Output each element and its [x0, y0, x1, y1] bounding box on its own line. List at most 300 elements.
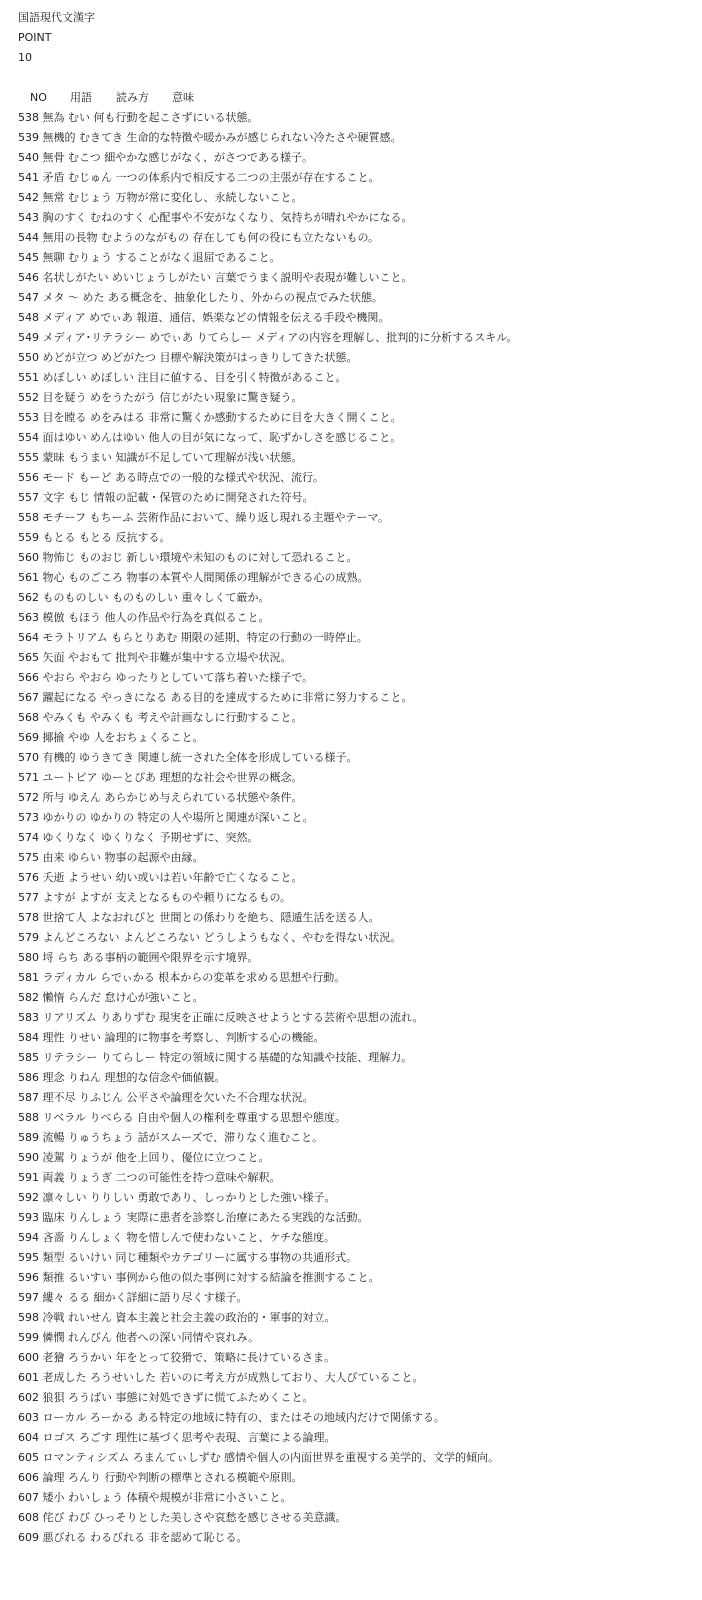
list-item	[18, 928, 694, 948]
entry-meaning: 論理的に物事を考察し、判断する心の機能。	[104, 1031, 325, 1044]
entry-number: 569	[18, 731, 39, 744]
entry-number: 580	[18, 951, 39, 964]
entry-meaning: 特定の人や場所と関連が深いこと。	[137, 811, 314, 824]
list-item	[18, 1068, 694, 1088]
entry-number: 547	[18, 291, 39, 304]
entry-term: 矮小	[42, 1491, 65, 1504]
list-item	[18, 1388, 694, 1408]
entry-term: 由来	[42, 851, 65, 864]
entry-term: 面はゆい	[42, 431, 87, 444]
entry-term: ラディカル	[42, 971, 97, 984]
list-item	[18, 348, 694, 368]
entry-number: 596	[18, 1271, 39, 1284]
entry-reading: よなおれびと	[90, 911, 156, 924]
entry-meaning: 怠け心が強いこと。	[104, 991, 204, 1004]
entry-term: 無骨	[42, 151, 65, 164]
entry-reading: れいせん	[68, 1311, 112, 1324]
list-item	[18, 608, 694, 628]
entry-reading: ろうせいした	[90, 1371, 156, 1384]
entry-reading: めぼしい	[90, 371, 134, 384]
entry-term: メディア･リテラシー	[42, 331, 146, 344]
entry-number: 600	[18, 1351, 39, 1364]
entry-meaning: 他人の作品や行為を真似ること。	[104, 611, 270, 624]
entry-reading: るる	[68, 1291, 90, 1304]
list-item	[18, 1468, 694, 1488]
entry-meaning: 物事の本質や人間関係の理解ができる心の成熟。	[126, 571, 369, 584]
entry-number: 554	[18, 431, 39, 444]
entry-term: リテラシー	[42, 1051, 98, 1064]
entry-meaning: 新しい環境や未知のものに対して恐れること。	[126, 551, 358, 564]
entry-number: 565	[18, 651, 39, 664]
entry-term: 論理	[42, 1471, 65, 1484]
entry-reading: るいけい	[68, 1251, 112, 1264]
entry-number: 609	[18, 1531, 39, 1544]
spacer	[18, 68, 694, 88]
entry-number: 589	[18, 1131, 39, 1144]
entry-number: 542	[18, 191, 39, 204]
entry-reading: ゆかりの	[90, 811, 134, 824]
entry-reading: わいしょう	[68, 1491, 123, 1504]
entry-reading: りありずむ	[100, 1011, 156, 1024]
list-item	[18, 788, 694, 808]
entry-meaning: 関連し統一された全体を形成している様子。	[137, 751, 358, 764]
entry-reading: めをうたがう	[90, 391, 156, 404]
entry-term: 理不尽	[42, 1091, 76, 1104]
entry-reading: ゆくりなく	[101, 831, 156, 844]
entry-reading: りねん	[68, 1071, 101, 1084]
entry-term: 両義	[42, 1171, 65, 1184]
entry-reading: らでぃかる	[100, 971, 155, 984]
entry-meaning: ひっそりとした美しさや哀愁を感じさせる美意識。	[93, 1511, 347, 1524]
entry-number: 581	[18, 971, 39, 984]
list-item	[18, 388, 694, 408]
entry-term: 文字	[42, 491, 65, 504]
list-item	[18, 648, 694, 668]
entry-term: 無機的	[42, 131, 76, 144]
entry-reading: むじゅん	[68, 171, 112, 184]
entry-number: 591	[18, 1171, 39, 1184]
entry-reading: もらとりあむ	[111, 631, 178, 644]
column-header-term: 用語	[70, 91, 92, 104]
list-item	[18, 768, 694, 788]
list-item	[18, 1268, 694, 1288]
list-item	[18, 848, 694, 868]
entry-term: やおら	[42, 671, 76, 684]
entry-meaning: ある目的を達成するために非常に努力すること。	[170, 691, 413, 704]
entry-reading: りりしい	[90, 1191, 134, 1204]
entry-term: ゆくりなく	[42, 831, 98, 844]
entry-number: 555	[18, 451, 39, 464]
entry-number: 603	[18, 1411, 39, 1424]
entry-meaning: 期限の延期、特定の行動の一時停止。	[180, 631, 368, 644]
entry-term: 類推	[42, 1271, 65, 1284]
entry-term: ロマンティシズム	[42, 1451, 130, 1464]
entry-term: モラトリアム	[42, 631, 108, 644]
entry-meaning: 若いのに考え方が成熟しており、大人びていること。	[159, 1371, 424, 1384]
entry-reading: めでぃあ	[89, 311, 133, 324]
entry-term: 狼狽	[42, 1391, 65, 1404]
entry-number: 573	[18, 811, 39, 824]
entry-term: 夭逝	[42, 871, 65, 884]
entry-meaning: 一つの体系内で相反する二つの主張が存在すること。	[115, 171, 380, 184]
entry-reading: もじ	[68, 491, 90, 504]
list-item	[18, 488, 694, 508]
entry-term: 揶揄	[42, 731, 65, 744]
entry-reading: ろごす	[79, 1431, 112, 1444]
entry-reading: やおら	[79, 671, 112, 684]
entry-number: 587	[18, 1091, 39, 1104]
entry-number: 557	[18, 491, 39, 504]
entry-reading: りせい	[68, 1031, 101, 1044]
entry-number: 607	[18, 1491, 39, 1504]
entry-reading: ろうばい	[68, 1391, 112, 1404]
entry-number: 548	[18, 311, 39, 324]
entry-number: 553	[18, 411, 39, 424]
entry-number: 586	[18, 1071, 39, 1084]
entry-number: 575	[18, 851, 39, 864]
entry-number: 590	[18, 1151, 39, 1164]
entry-meaning: どうしようもなく、やむを得ない状況。	[203, 931, 402, 944]
entry-meaning: 話がスムーズで、滞りなく進むこと。	[137, 1131, 324, 1144]
entry-number: 544	[18, 231, 39, 244]
list-item	[18, 408, 694, 428]
list-item	[18, 1288, 694, 1308]
entry-meaning: 年をとって狡猾で、策略に長けているさま。	[115, 1351, 336, 1364]
entry-reading: めどがたつ	[101, 351, 156, 364]
entry-term: ものものしい	[42, 591, 109, 604]
list-item	[18, 1188, 694, 1208]
entry-number: 606	[18, 1471, 39, 1484]
list-item	[18, 1368, 694, 1388]
entry-number: 602	[18, 1391, 39, 1404]
entry-term: もとる	[42, 531, 76, 544]
entry-reading: りょうが	[68, 1151, 112, 1164]
entry-term: 無為	[42, 111, 65, 124]
entry-number: 582	[18, 991, 39, 1004]
entry-term: やみくも	[42, 711, 87, 724]
list-item	[18, 668, 694, 688]
list-item	[18, 528, 694, 548]
entry-reading: もうまい	[68, 451, 112, 464]
list-item	[18, 1048, 694, 1068]
list-item	[18, 1128, 694, 1148]
entry-meaning: 重々しくて厳か。	[181, 591, 270, 604]
entry-number: 546	[18, 271, 39, 284]
entry-number: 552	[18, 391, 39, 404]
column-header-reading: 読み方	[116, 91, 149, 104]
point-number: 10	[18, 51, 32, 64]
entry-number: 538	[18, 111, 39, 124]
entry-number: 549	[18, 331, 39, 344]
entry-term: 憐憫	[42, 1331, 65, 1344]
list-item	[18, 1168, 694, 1188]
entry-number: 545	[18, 251, 39, 264]
entry-reading: ゆえん	[68, 791, 101, 804]
entry-number: 556	[18, 471, 39, 484]
entry-meaning: 非常に驚くか感動するために目を大きく開くこと。	[148, 411, 402, 424]
entry-term: 悪びれる	[42, 1531, 87, 1544]
list-item	[18, 748, 694, 768]
entry-term: めぼしい	[42, 371, 87, 384]
entry-term: 無常	[42, 191, 65, 204]
entry-meaning: 行動や判断の標準とされる模範や原則。	[104, 1471, 303, 1484]
list-item	[18, 1088, 694, 1108]
list-item	[18, 1528, 694, 1548]
entry-meaning: 同じ種類やカテゴリーに属する事物の共通形式。	[115, 1251, 358, 1264]
entry-number: 594	[18, 1231, 39, 1244]
list-item	[18, 468, 694, 488]
entry-reading: ゆらい	[68, 851, 101, 864]
entry-number: 572	[18, 791, 39, 804]
list-item	[18, 1228, 694, 1248]
entry-reading: めいじょうしがたい	[112, 271, 211, 284]
list-item	[18, 208, 694, 228]
entry-reading: むようのながもの	[101, 231, 189, 244]
entry-meaning: 生命的な特徴や暖かみが感じられない冷たさや硬質感。	[126, 131, 402, 144]
entry-meaning: 根本からの変革を求める思想や行動。	[158, 971, 346, 984]
document-title: 国語現代文漢字	[18, 11, 95, 24]
entry-reading: ろーかる	[89, 1411, 134, 1424]
entry-term: 冷戦	[42, 1311, 65, 1324]
list-item	[18, 368, 694, 388]
entry-number: 539	[18, 131, 39, 144]
entry-reading: わび	[68, 1511, 90, 1524]
entry-meaning: 非を認めて恥じる。	[148, 1531, 248, 1544]
entry-reading: めをみはる	[90, 411, 145, 424]
entry-number: 551	[18, 371, 39, 384]
entry-number: 583	[18, 1011, 39, 1024]
entry-reading: ろんり	[68, 1471, 101, 1484]
entry-number: 601	[18, 1371, 39, 1384]
entry-term: 無聊	[42, 251, 65, 264]
entry-meaning: 予期せずに、突然。	[159, 831, 259, 844]
entry-term: メディア	[42, 311, 86, 324]
entry-term: 胸のすく	[42, 211, 87, 224]
list-item	[18, 228, 694, 248]
entry-reading: めた	[82, 291, 105, 304]
entry-number: 560	[18, 551, 39, 564]
entry-term: よすが	[42, 891, 76, 904]
entry-reading: むりょう	[68, 251, 112, 264]
entry-term: 蒙昧	[42, 451, 65, 464]
entry-term: ローカル	[42, 1411, 87, 1424]
entry-number: 558	[18, 511, 39, 524]
entry-term: 老獪	[42, 1351, 65, 1364]
entry-reading: やみくも	[90, 711, 134, 724]
entry-term: 無用の長物	[42, 231, 98, 244]
entry-meaning: 心配事や不安がなくなり、気持ちが晴れやかになる。	[148, 211, 413, 224]
entry-term: ゆかりの	[42, 811, 87, 824]
list-item	[18, 1248, 694, 1268]
entry-reading: もとる	[79, 531, 112, 544]
entry-reading: むこつ	[68, 151, 101, 164]
entry-term: 老成した	[42, 1371, 87, 1384]
entry-meaning: 物を惜しんで使わないこと、ケチな態度。	[126, 1231, 336, 1244]
entry-meaning: 公平さや論理を欠いた不合理な状況。	[126, 1091, 314, 1104]
entry-meaning: 何も行動を起こさずにいる状態。	[93, 111, 259, 124]
list-item	[18, 268, 694, 288]
entry-number: 579	[18, 931, 39, 944]
entry-meaning: 知識が不足していて理解が浅い状態。	[115, 451, 303, 464]
entry-number: 577	[18, 891, 39, 904]
list-item	[18, 1408, 694, 1428]
column-header-no: NO	[30, 91, 47, 104]
entry-meaning: 万物が常に変化し、永続しないこと。	[115, 191, 303, 204]
entry-number: 578	[18, 911, 39, 924]
entry-term: 理念	[42, 1071, 65, 1084]
list-item	[18, 448, 694, 468]
list-item	[18, 188, 694, 208]
entry-term: 躍起になる	[42, 691, 98, 704]
entry-meaning: 感情や個人の内面世界を重視する美学的、文学的傾向。	[224, 1451, 500, 1464]
entry-reading: やゆ	[68, 731, 90, 744]
entry-meaning: 支えとなるものや頼りになるもの。	[115, 891, 292, 904]
entry-number: 593	[18, 1211, 39, 1224]
entry-reading: りんしょく	[68, 1231, 123, 1244]
entry-reading: ものおじ	[79, 551, 123, 564]
entry-reading: ゆうきてき	[79, 751, 134, 764]
entry-meaning: 理性に基づく思考や表現、言葉による論理。	[115, 1431, 336, 1444]
entry-reading: よすが	[79, 891, 112, 904]
entry-meaning: 世間との係わりを絶ち、隠遁生活を送る人。	[159, 911, 380, 924]
entry-number: 564	[18, 631, 39, 644]
entry-number: 568	[18, 711, 39, 724]
entry-term: 縷々	[42, 1291, 65, 1304]
entry-meaning: ある特定の地域に特有の、またはその地域内だけで関係する。	[137, 1411, 445, 1424]
entry-reading: ろうかい	[68, 1351, 112, 1364]
entry-number: 574	[18, 831, 39, 844]
entry-term: 名状しがたい	[42, 271, 109, 284]
entry-term: 侘び	[42, 1511, 65, 1524]
entry-term: 矢面	[42, 651, 65, 664]
entry-meaning: 情報の記載・保管のために開発された符号。	[93, 491, 314, 504]
list-item	[18, 248, 694, 268]
entry-term: モチーフ	[42, 511, 86, 524]
entry-meaning: 反抗する。	[115, 531, 171, 544]
entry-number: 543	[18, 211, 39, 224]
list-item	[18, 288, 694, 308]
list-item	[18, 688, 694, 708]
entry-term: よんどころない	[42, 931, 120, 944]
entry-reading: りべらる	[89, 1111, 134, 1124]
entry-meaning: 他を上回り、優位に立つこと。	[115, 1151, 270, 1164]
list-item	[18, 1028, 694, 1048]
entry-meaning: 理想的な社会や世界の概念。	[159, 771, 303, 784]
list-item	[18, 1448, 694, 1468]
entry-meaning: 他人の目が気になって、恥ずかしさを感じること。	[148, 431, 402, 444]
entry-number: 566	[18, 671, 39, 684]
entry-term: 世捨て人	[42, 911, 87, 924]
entry-meaning: 資本主義と社会主義の政治的・軍事的対立。	[115, 1311, 336, 1324]
list-item	[18, 1428, 694, 1448]
list-item	[18, 1348, 694, 1368]
entry-meaning: 細やかな感じがなく、がさつである様子。	[104, 151, 314, 164]
entry-term: リアリズム	[42, 1011, 97, 1024]
entry-meaning: 言葉でうまく説明や表現が難しいこと。	[214, 271, 413, 284]
entry-reading: ものごころ	[68, 571, 123, 584]
entry-term: 物怖じ	[42, 551, 76, 564]
entry-number: 599	[18, 1331, 39, 1344]
entry-reading: よんどころない	[123, 931, 200, 944]
entry-reading: ゆーとぴあ	[101, 771, 156, 784]
entry-term: 理性	[42, 1031, 65, 1044]
list-item	[18, 508, 694, 528]
list-item	[18, 728, 694, 748]
entry-term: 埒	[42, 951, 54, 964]
entry-term: メタ ～	[42, 291, 79, 304]
entry-number: 608	[18, 1511, 39, 1524]
entry-term: 臨床	[42, 1211, 65, 1224]
vocabulary-list	[18, 108, 694, 1548]
list-item	[18, 1308, 694, 1328]
entry-meaning: 幼い或いは若い年齢で亡くなること。	[115, 871, 303, 884]
entry-number: 595	[18, 1251, 39, 1264]
entry-meaning: ゆったりとしていて落ち着いた様子で。	[115, 671, 314, 684]
list-item	[18, 868, 694, 888]
entry-meaning: 細かく詳細に語り尽くす様子。	[93, 1291, 248, 1304]
entry-meaning: 信じがたい現象に驚き疑う。	[159, 391, 303, 404]
entry-meaning: 二つの可能性を持つ意味や解釈。	[115, 1171, 281, 1184]
entry-term: 凌駕	[42, 1151, 65, 1164]
entry-meaning: 他者への深い同情や哀れみ。	[115, 1331, 260, 1344]
entry-meaning: 現実を正確に反映させようとする芸術や思想の流れ。	[158, 1011, 424, 1024]
entry-meaning: 批判や非難が集中する立場や状況。	[115, 651, 292, 664]
list-item	[18, 808, 694, 828]
list-item	[18, 1508, 694, 1528]
list-item	[18, 708, 694, 728]
entry-number: 550	[18, 351, 39, 364]
document-page	[18, 8, 694, 1548]
list-item	[18, 108, 694, 128]
entry-term: ユートピア	[42, 771, 98, 784]
list-item	[18, 428, 694, 448]
entry-term: 懶惰	[42, 991, 65, 1004]
entry-meaning: 存在しても何の役にも立たないもの。	[192, 231, 380, 244]
entry-reading: るいすい	[68, 1271, 112, 1284]
entry-term: 目を疑う	[42, 391, 87, 404]
entry-term: 吝嗇	[42, 1231, 65, 1244]
list-item	[18, 328, 694, 348]
entry-reading: れんびん	[68, 1331, 112, 1344]
entry-term: 類型	[42, 1251, 65, 1264]
entry-reading: りゅうちょう	[68, 1131, 134, 1144]
entry-number: 571	[18, 771, 39, 784]
entry-reading: りんしょう	[68, 1211, 123, 1224]
list-item	[18, 828, 694, 848]
list-item	[18, 128, 694, 148]
list-item	[18, 1488, 694, 1508]
entry-term: ロゴス	[42, 1431, 76, 1444]
entry-meaning: 目標や解決策がはっきりしてきた状態。	[159, 351, 358, 364]
list-item	[18, 888, 694, 908]
entry-number: 598	[18, 1311, 39, 1324]
entry-meaning: 注目に値する、目を引く特徴があること。	[137, 371, 347, 384]
list-item	[18, 628, 694, 648]
entry-term: 所与	[42, 791, 65, 804]
entry-term: 物心	[42, 571, 65, 584]
entry-meaning: 事態に対処できずに慌てふためくこと。	[115, 1391, 314, 1404]
entry-meaning: 考えや計画なしに行動すること。	[137, 711, 303, 724]
list-item	[18, 588, 694, 608]
entry-number: 584	[18, 1031, 39, 1044]
entry-meaning: あらかじめ与えられている状態や条件。	[104, 791, 303, 804]
entry-number: 576	[18, 871, 39, 884]
list-item	[18, 1148, 694, 1168]
entry-reading: ようせい	[68, 871, 112, 884]
list-item	[18, 908, 694, 928]
entry-reading: もーど	[78, 471, 112, 484]
entry-reading: らんだ	[68, 991, 101, 1004]
